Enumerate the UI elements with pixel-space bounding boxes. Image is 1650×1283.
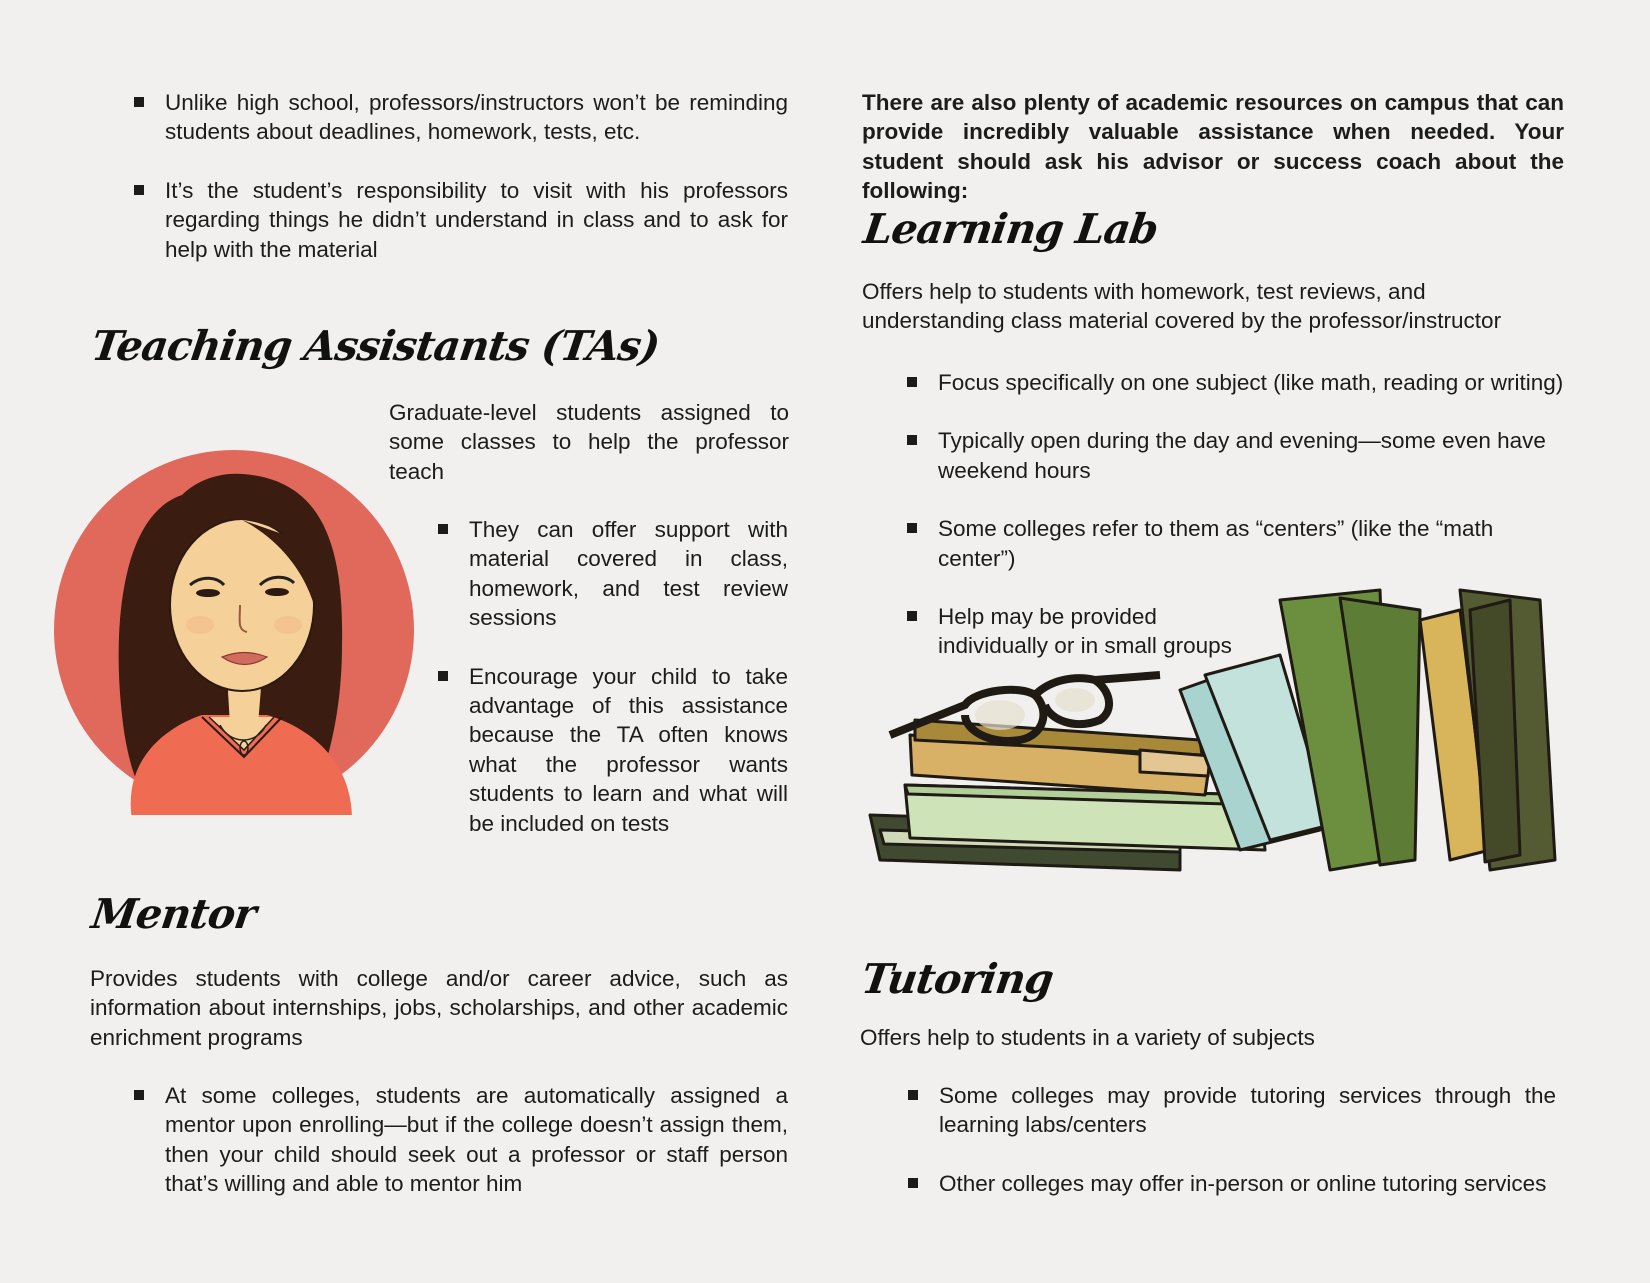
list-item — [907, 368, 1572, 397]
list-item — [908, 1081, 1556, 1140]
list-item-text: Typically open during the day and evening—some even have weekend hours — [938, 428, 1546, 483]
teaching-assistant-illustration — [52, 425, 417, 815]
tutoring-description: Offers help to students in a variety of subjects — [860, 1025, 1315, 1050]
list-item-text: Help may be provided individually or in small groups — [938, 604, 1232, 659]
list-item-text: Encourage your child to take advantage of this assistance because the TA often knows what the professor wants students to learn and what will be included on tests — [469, 663, 788, 836]
mentor-description: Provides students with college and/or career advice, such as information about internships, jobs, scholarships, and other academic enrichment programs — [90, 966, 788, 1050]
resources-intro: There are also plenty of academic resources on campus that can provide incredibly valuable assistance when needed. Your student should ask his advisor or success coach about the following: — [862, 90, 1564, 204]
bullet-icon — [908, 1178, 918, 1188]
mentor-bullet-list — [134, 1081, 788, 1228]
bullet-icon — [907, 523, 917, 533]
list-item — [438, 515, 788, 633]
bullet-icon — [134, 97, 144, 107]
bullet-icon — [908, 1090, 918, 1100]
bullet-icon — [438, 671, 448, 681]
list-item-text: They can offer support with material covered in class, homework, and test review sessions — [469, 517, 788, 631]
intro-bullet-list — [134, 88, 788, 293]
bullet-icon — [907, 435, 917, 445]
mentor-heading: Mentor — [88, 890, 259, 938]
tutoring-heading: Tutoring — [858, 955, 1056, 1003]
list-item — [438, 662, 788, 838]
tutoring-bullet-list — [908, 1081, 1556, 1227]
list-item — [908, 1169, 1556, 1198]
list-item — [907, 426, 1572, 485]
list-item-text: Some colleges refer to them as “centers” (like the “math center”) — [938, 516, 1494, 571]
bullet-icon — [438, 524, 448, 534]
list-item — [134, 176, 788, 264]
list-item-text: It’s the student’s responsibility to visit with his professors regarding things he didn’t understand in class and to ask for help with the material — [165, 177, 788, 262]
bullet-icon — [134, 1090, 144, 1100]
ta-heading: Teaching Assistants (TAs) — [88, 322, 663, 370]
list-item-text: At some colleges, students are automatically assigned a mentor upon enrolling—but if the college doesn’t assign them, then your child should seek out a professor or staff person that’s willing and able to mentor him — [165, 1083, 788, 1197]
list-item — [134, 88, 788, 147]
bullet-icon — [134, 185, 144, 195]
list-item-text: Other colleges may offer in-person or online tutoring services — [939, 1170, 1547, 1196]
list-item — [907, 514, 1572, 573]
ta-description: Graduate-level students assigned to some classes to help the professor teach — [389, 400, 789, 484]
learning-lab-description: Offers help to students with homework, test reviews, and understanding class material covered by the professor/instructor — [862, 279, 1502, 334]
bullet-icon — [907, 377, 917, 387]
list-item-text: Focus specifically on one subject (like math, reading or writing) — [938, 370, 1564, 395]
list-item-text: Unlike high school, professors/instructors won’t be reminding students about deadlines, homework, tests, etc. — [165, 90, 788, 145]
books-and-glasses-illustration — [860, 580, 1580, 880]
list-item-text: Some colleges may provide tutoring services through the learning labs/centers — [939, 1083, 1556, 1138]
ta-bullet-list — [438, 515, 788, 867]
learning-lab-heading: Learning Lab — [860, 205, 1161, 253]
list-item — [134, 1081, 788, 1199]
